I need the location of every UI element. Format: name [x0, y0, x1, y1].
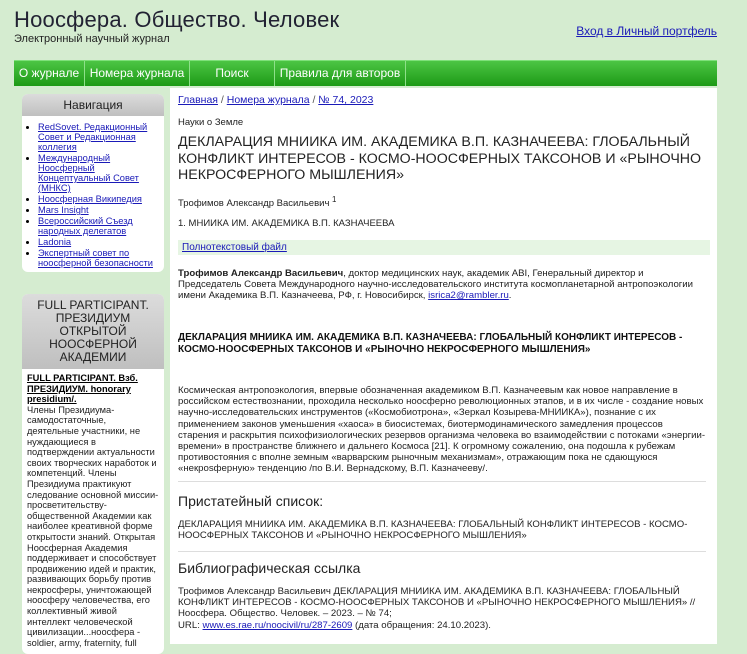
citation-text: [178, 586, 706, 631]
breadcrumb-separator: /: [309, 94, 319, 106]
tab-search[interactable]: Поиск: [190, 61, 275, 86]
nav-link-ladonia[interactable]: Ladonia: [38, 237, 72, 247]
breadcrumb-issue[interactable]: № 74, 2023: [318, 94, 374, 106]
breadcrumb-separator: /: [217, 94, 227, 106]
participant-heading: FULL PARTICIPANT. ПРЕЗИДИУМ ОТКРЫТОЙ НООСФЕРНОЙ АКАДЕМИИ: [22, 294, 164, 369]
tab-issues[interactable]: Номера журнала: [85, 61, 190, 86]
nav-item-congress: [38, 216, 158, 236]
abstract-title: ДЕКЛАРАЦИЯ МНИИКА ИМ. АКАДЕМИКА В.П. КАЗНАЧЕЕВА: ГЛОБАЛЬНЫЙ КОНФЛИКТ ИНТЕРЕСОВ - КОСМО-НООСФЕРНЫХ ТАКСОНОВ И «РЫНОЧНО НЕКРОСФЕРНОГО МЫШЛЕНИЯ»: [178, 332, 683, 355]
article-affiliation: 1. МНИИКА ИМ. АКАДЕМИКА В.П. КАЗНАЧЕЕВА: [178, 218, 395, 229]
divider: [178, 481, 706, 482]
nav-link-mars[interactable]: Mars Insight: [38, 205, 89, 215]
author-email-link[interactable]: isrica2@rambler.ru: [428, 290, 509, 302]
article-content: [170, 88, 717, 644]
participant-body: [22, 369, 164, 652]
nav-link-wiki[interactable]: Ноосферная Википедия: [38, 194, 142, 204]
participant-text: Члены Президиума-самодостаточные, деятельные участники, не нуждающиеся в подтверждении актуальности своих творческих наработок и компетенций. Члены Президиума практикуют следование основной миссии-просветительству-общественной Академии как наиболее креативной форме открытости знаний. Открытая Ноосферная Академия поддерживает и способствует продвижению идей и практик, развивающих борьбу против некросферы, уничтожающей ноосферу человечества, его коллективный живой интеллект человеческой цивилизации...ноосфера - soldier, army, fraternity, full: [27, 404, 159, 648]
breadcrumb: [178, 94, 706, 106]
navigation-heading: Навигация: [22, 94, 164, 116]
nav-link-redsovet[interactable]: RedSovet. Редакционный Совет и Редакционная коллегия: [38, 122, 148, 152]
nav-link-mnks[interactable]: Международный Ноосферный Концептуальный Совет (МНКС): [38, 153, 139, 193]
nav-item-wiki: [38, 194, 158, 204]
article-section: Науки о Земле: [178, 117, 244, 128]
nav-item-ladonia: [38, 237, 158, 247]
breadcrumb-home[interactable]: Главная: [178, 94, 218, 106]
fulltext-link[interactable]: Полнотекстовый файл: [182, 242, 287, 253]
sidebar-participant: [22, 294, 164, 654]
tab-author-rules[interactable]: Правила для авторов: [275, 61, 406, 86]
nav-item-mnks: [38, 153, 158, 193]
references-heading: Пристатейный список:: [178, 493, 324, 509]
author-affiliation-mark: 1: [332, 195, 337, 204]
article-title: ДЕКЛАРАЦИЯ МНИИКА ИМ. АКАДЕМИКА В.П. КАЗНАЧЕЕВА: ГЛОБАЛЬНЫЙ КОНФЛИКТ ИНТЕРЕСОВ - КОСМО-НООСФЕРНЫХ ТАКСОНОВ И «РЫНОЧНО НЕКРОСФЕРНОГО МЫШЛЕНИЯ»: [178, 134, 702, 183]
participant-link[interactable]: FULL PARTICIPANT. Взб. ПРЕЗИДИУМ. honorary presidium/.: [27, 373, 138, 405]
author-name: Трофимов Александр Васильевич: [178, 198, 330, 210]
author-bio-text: , доктор медицинских наук, академик АВI, Генеральный директор и Председатель Совета Международного научно-исследовательского института космопланетарной антропоэкологии имени Академика В.П. Казначеева, РФ, г. Новосибирск,: [178, 268, 694, 302]
article-author: [178, 195, 706, 209]
abstract-text: Космическая антропоэкология, впервые обозначенная академиком В.П. Казначеевым как новое направление в российском естествознании, проходила несколько ноосферно революционных этапов, и в их числе - создание новых научно-исследовательских инструментов («Космобиотрона», «Зеркал Козырева-МНИИКА»), познание с их применением законов уменьшения «хаоса» в биосистемах, биотермодинамического замедления процессов старения и раскрытия психофизиологических резервов организма человека во взаимодействии с потоками «энергии-времени» в пространстве ближнего и дальнего Космоса [21]. К огромному сожалению, она подошла к рубежам противостояния с вполне земным «варварским рыночным механизмам», отражающим пока не сдающуюся «некрosферную» тенденцию /по В.И. Вернадскому, В.П. Казначееву/.: [178, 385, 706, 475]
citation-heading: Библиографическая ссылка: [178, 560, 361, 576]
nav-item-redsovet: [38, 122, 158, 152]
author-bio-end: .: [508, 290, 512, 302]
site-title: Ноосфера. Общество. Человек: [14, 7, 340, 32]
breadcrumb-issues[interactable]: Номера журнала: [226, 94, 310, 106]
divider: [178, 551, 706, 552]
author-bio: [178, 268, 706, 302]
citation-url-label: URL:: [178, 619, 203, 631]
main-navbar: [14, 60, 717, 86]
sidebar-navigation: [22, 94, 164, 272]
site-subtitle: Электронный научный журнал: [14, 33, 170, 45]
fulltext-bar: [178, 240, 710, 255]
citation-access-date: (дата обращения: 24.10.2023).: [352, 619, 491, 631]
references-text: ДЕКЛАРАЦИЯ МНИИКА ИМ. АКАДЕМИКА В.П. КАЗНАЧЕЕВА: ГЛОБАЛЬНЫЙ КОНФЛИКТ ИНТЕРЕСОВ - КОСМО-НООСФЕРНЫХ ТАКСОНОВ И «РЫНОЧНО НЕКРОСФЕРНОГО МЫШЛЕНИЯ»: [178, 519, 688, 542]
nav-link-congress[interactable]: Всероссийский Съезд народных делегатов: [38, 216, 133, 236]
nav-item-mars: [38, 205, 158, 215]
login-portfolio-link[interactable]: Вход в Личный портфель: [576, 24, 717, 38]
author-bio-name: Трофимов Александр Васильевич: [178, 268, 344, 279]
nav-link-expert[interactable]: Экспертный совет по ноосферной безопасности: [38, 248, 153, 268]
navigation-list: [22, 116, 164, 272]
tab-about[interactable]: О журнале: [14, 61, 85, 86]
citation-url-link[interactable]: www.es.rae.ru/noocivil/ru/287-2609: [202, 619, 353, 631]
citation-body: Трофимов Александр Васильевич ДЕКЛАРАЦИЯ МНИИКА ИМ. АКАДЕМИКА В.П. КАЗНАЧЕЕВА: ГЛОБАЛЬНЫЙ КОНФЛИКТ ИНТЕРЕСОВ - КОСМО-НООСФЕРНЫХ ТАКСОНОВ И «РЫНОЧНО НЕКРОСФЕРНОГО МЫШЛЕНИЯ» // Ноосфера. Общество. Человек. – 2023. – № 74;: [178, 586, 696, 620]
nav-item-expert: [38, 248, 158, 268]
